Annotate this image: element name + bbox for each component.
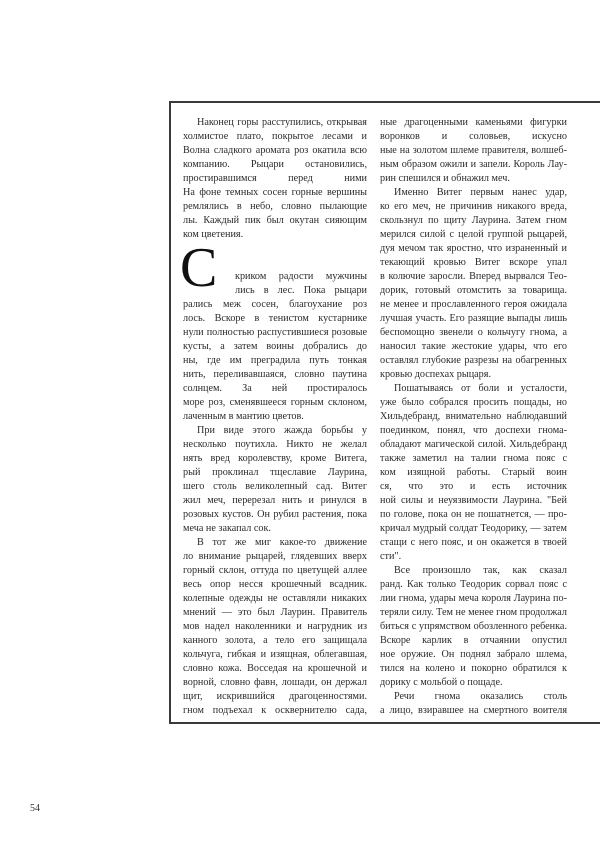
text-line: мов надел наколенники и нагрудник из [183,621,367,632]
text-line: мерился силой с целой группой рыцарей, [380,229,567,240]
text-line: Все произошло так, как сказал [394,565,567,576]
text-line: розовых кустов. Он рубил растения, пока [183,509,367,520]
text-line: биться с упрямством обозленного ребенка. [380,621,567,632]
text-line: лаченным в мантию цветов. [183,411,304,422]
text-line: а лицо, взиравшее на смертного воителя [380,705,567,716]
text-line: текающий кровью Витег вскоре упал [380,257,567,268]
text-line: также заметил на талии гнома пояс с [380,453,567,464]
text-line: холмистое плато, покрытое лесами и [183,131,367,142]
text-line: шего столь великолепный сад. Витег [183,481,367,492]
paragraph [183,270,367,424]
text-line: ком изящной работы. Старый воин [380,467,567,478]
text-line: лись в лес. Пока рыцари [235,285,367,296]
text-line: Волна сладкого аромата роз окатила всю [183,145,367,156]
text-line: колепные одежды не оставляли никаких [183,593,367,604]
text-line: не менее и прославленного героя ожидала [380,299,567,310]
text-line: море роз, сменявшееся горным склоном, [183,397,367,408]
text-line: по голове, пока он не пошатнется, — про- [380,509,567,520]
text-line: кричал мудрый солдат Теодорику, — затем [380,523,567,534]
text-line: ной силы и неуязвимости Лаурина. "Бей [380,495,567,506]
text-line: ранд. Как только Теодорик сорвал пояс с [380,579,567,590]
paragraph [183,536,367,718]
blank-line [183,242,367,256]
paragraph [380,564,567,690]
left-column [183,116,367,718]
paragraph [380,186,567,382]
text-line: ны, где им преградила путь тонкая [183,355,367,366]
text-line: Пошатываясь от боли и усталости, [394,383,567,394]
paragraph [380,116,567,186]
text-line: нули полностью распустившиеся розовые [183,327,367,338]
text-line: В тот же миг какое-то движение [197,537,367,548]
text-line: При виде этого жажда борьбы у [197,425,367,436]
text-line: кусты, а затем воины добрались до [183,341,367,352]
text-line: дуя мечом так яростно, что израненный и [380,243,567,254]
text-line: поединком, понял, что доспехи гнома- [380,425,567,436]
text-line: уже было собрался просить пощады, но [380,397,567,408]
text-line: компанию. Рыцари остановились, [183,159,367,170]
text-line: меча не закапал сок. [183,523,271,534]
text-line: рались меж сосен, благоухание роз [183,299,367,310]
text-line: обладают магической силой. Хильдебранд [380,439,567,450]
text-line: Наконец горы расступились, открывая [197,117,367,128]
drop-cap: С [180,240,218,296]
text-line: лось. Вскоре в тенистом кустарнике [183,313,367,324]
text-line: ные драгоценными каменьями фигурки [380,117,567,128]
text-line: словно кожа. Восседая на крошечной и [183,663,367,674]
text-line: весь опор несся крошечный всадник. [183,579,367,590]
text-line: сти". [380,551,402,562]
text-line: солнцем. За ней простиралось [183,383,367,394]
text-line: лучшая участь. Его разящие выпады лишь [380,313,567,324]
text-line: ные на золотом шлеме правителя, волшеб- [380,145,567,156]
paragraph [380,690,567,718]
text-line: воронков и соловьев, искусно [380,131,567,142]
text-line: рин спешился и обнажил меч. [380,173,510,184]
text-line: На фоне темных сосен горные вершины [183,187,367,198]
text-line: Хильдебранд, внимательно наблюдавший [380,411,567,422]
text-line: тился на колено и покорно обратился к [380,663,567,674]
text-line: скользнул по щиту Лаурина. Затем гном [380,215,567,226]
text-line: кровью доспехах рыцаря. [380,369,492,380]
text-line: Вскоре карлик в отчаянии опустил [380,635,567,646]
text-line: кольчуга, гибкая и изящная, облегавшая, [183,649,367,660]
text-line: дорику с мольбой о пощаде. [380,677,503,688]
text-line: дорик, готовый отомстить за товарища. [380,285,567,296]
text-line: жил меч, перерезал нить и ринулся в [183,495,367,506]
text-line: нить, переливавшаяся, словно паутина [183,369,367,380]
text-line: мнений — это был Лаурин. Правитель [183,607,367,618]
text-line: лии гнома, удары меча короля Лаурина по- [380,593,567,604]
text-line: ко его меч, не причинив никакого вреда, [380,201,567,212]
text-line: ным образом ожили и запели. Король Лау- [380,159,567,170]
text-line: криком радости мужчины [235,271,367,282]
right-column [380,116,567,718]
text-line: гном подъехал к осквернителю сада, [183,705,367,716]
blank-line [183,256,367,270]
text-line: лы. Каждый пик был окутан сияющим [183,215,367,226]
text-line: беспомощно звенели о кольчугу гнома, а [380,327,567,338]
text-line: нять вред королевству, кроме Витега, [183,453,367,464]
page-number: 54 [30,803,40,814]
text-line: оставлял глубокие разрезы на обагренных [380,355,567,366]
text-line: ремлялись в небо, словно пылающие [183,201,367,212]
text-line: ком цветения. [183,229,244,240]
text-line: наносил такие жестокие удары, что его [380,341,567,352]
text-line: простиравшимся перед ними [183,173,367,184]
text-line: рый проклинал тщеславие Лаурина, [183,467,367,478]
text-line: Именно Витег первым нанес удар, [394,187,567,198]
paragraph [183,116,367,242]
text-line: горный склон, оттуда по цветущей аллее [183,565,367,576]
paragraph [380,382,567,564]
text-line: в колючие заросли. Вперед вырвался Тео- [380,271,567,282]
text-line: Речи гнома оказались столь [394,691,567,702]
text-line: щит, искрившийся драгоценностями. [183,691,367,702]
text-line: ся, что это и есть источник [380,481,567,492]
text-line: канного золота, а тело его защищала [183,635,367,646]
text-line: ворной, словно фавн, лошади, он держал [183,677,367,688]
text-line: теряли силу. Тем не менее гном продолжал [380,607,567,618]
paragraph [183,424,367,536]
text-line: ное оружие. Он поднял забрало шлема, [380,649,567,660]
text-line: стащи с него пояс, и он окажется в твоей [380,537,567,548]
text-line: ло внимание рыцарей, глядевших вверх [183,551,367,562]
text-line: несколько поутихла. Никто не желал [183,439,367,450]
